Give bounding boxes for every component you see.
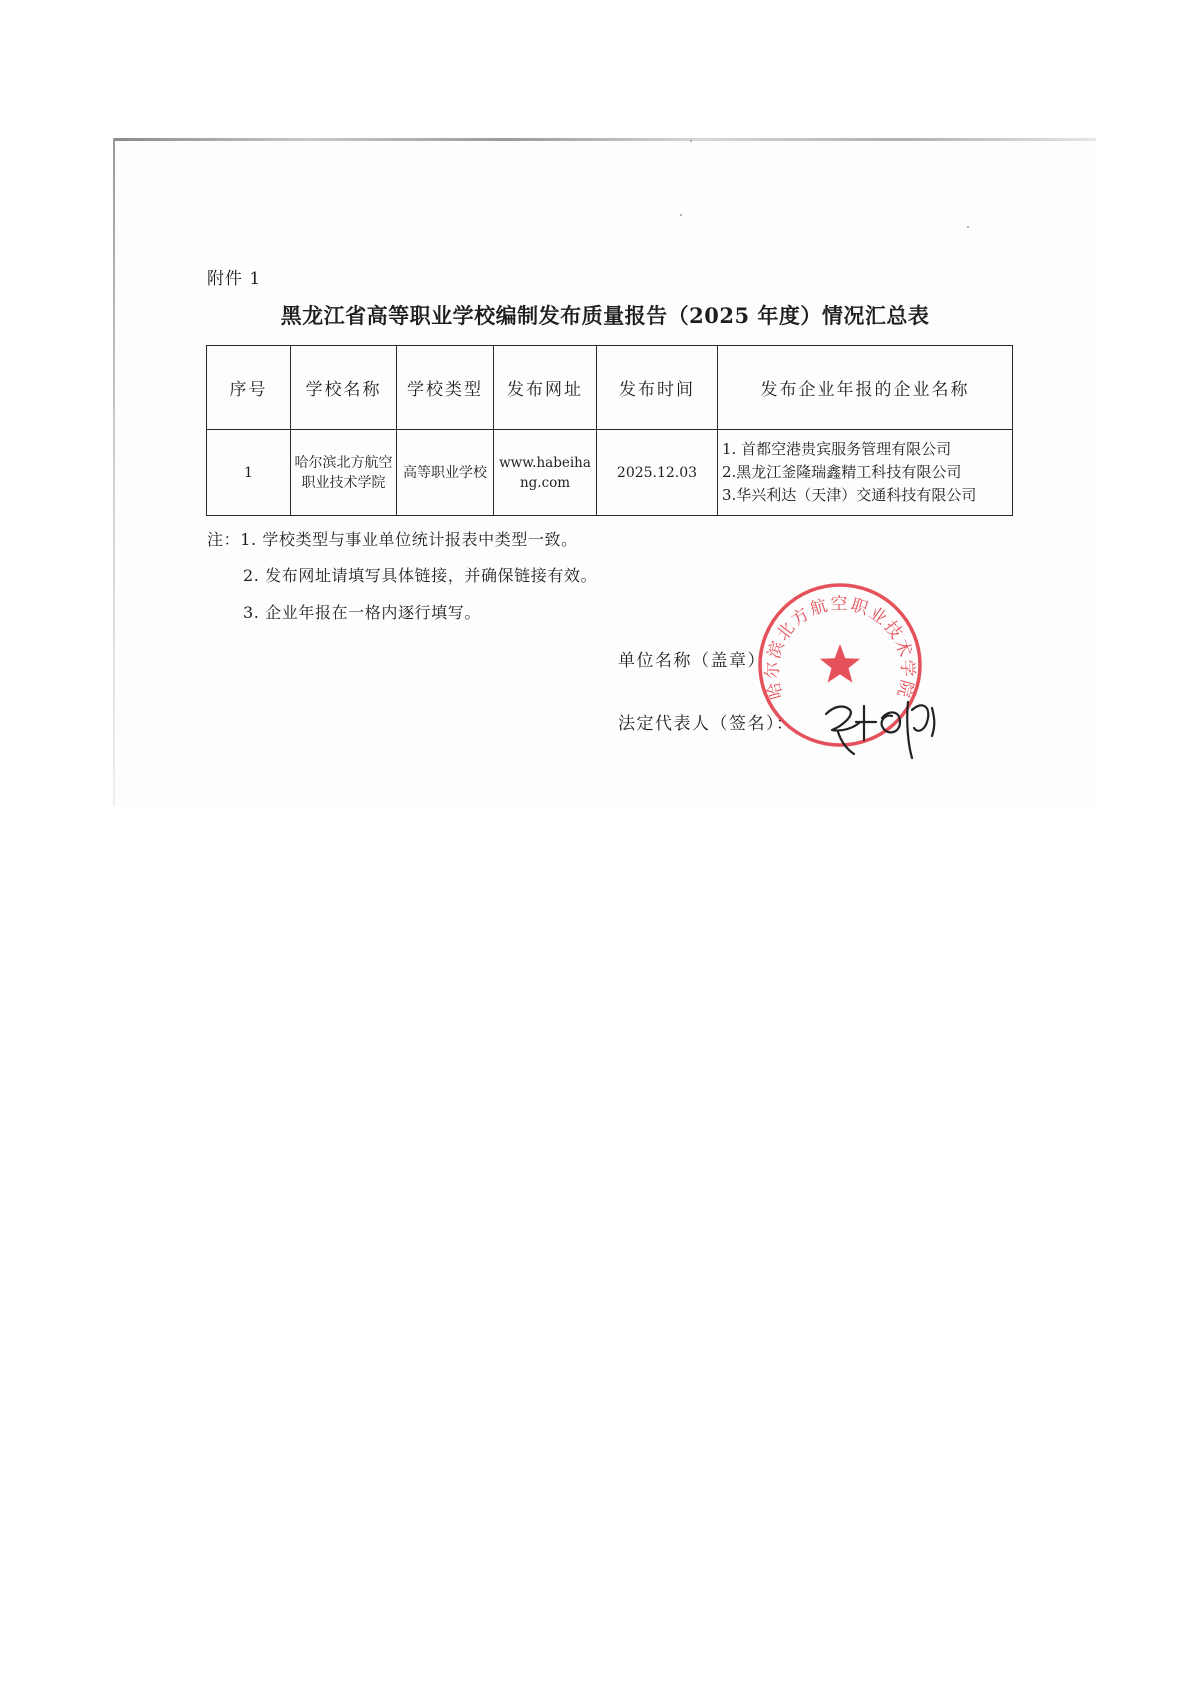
header-date: 发布时间 [597, 346, 718, 430]
unit-name-label: 单位名称（盖章） [618, 651, 766, 671]
document-title: 黑龙江省高等职业学校编制发布质量报告（2025 年度）情况汇总表 [280, 303, 930, 328]
note-2: 2. 发布网址请填写具体链接，并确保链接有效。 [243, 566, 598, 585]
table-row [207, 430, 1013, 516]
company-item: 1. 首都空港贵宾服务管理有限公司 [722, 440, 952, 458]
table-header-row [207, 346, 1013, 430]
scan-edge-top [113, 138, 1096, 141]
cell-companies [718, 430, 1013, 516]
header-school-name: 学校名称 [291, 346, 397, 430]
seal-text: 哈尔滨北方航空职业技术学院 [762, 594, 918, 702]
cell-school-name: 哈尔滨北方航空职业技术学院 [291, 430, 397, 516]
handwritten-signature [820, 692, 950, 762]
scan-speck [690, 140, 692, 142]
legal-rep-label: 法定代表人（签名）： [618, 714, 795, 734]
company-item: 3.华兴利达（天津）交通科技有限公司 [722, 486, 977, 504]
attachment-label: 附件 1 [207, 269, 262, 289]
note-1: 注：1. 学校类型与事业单位统计报表中类型一致。 [207, 530, 578, 549]
header-companies: 发布企业年报的企业名称 [718, 346, 1013, 430]
cell-url: www.habeihang.com [494, 430, 597, 516]
summary-table [206, 345, 1013, 516]
scan-edge-left [113, 138, 115, 806]
note-3: 3. 企业年报在一格内逐行填写。 [243, 603, 481, 622]
seal-star-icon [820, 644, 860, 683]
scan-speck [967, 226, 969, 228]
header-index: 序号 [207, 346, 291, 430]
scan-speck [680, 214, 682, 216]
cell-school-type: 高等职业学校 [397, 430, 494, 516]
header-school-type: 学校类型 [397, 346, 494, 430]
cell-index: 1 [207, 430, 291, 516]
cell-date: 2025.12.03 [597, 430, 718, 516]
header-url: 发布网址 [494, 346, 597, 430]
company-item: 2.黑龙江釜隆瑞鑫精工科技有限公司 [722, 463, 962, 481]
